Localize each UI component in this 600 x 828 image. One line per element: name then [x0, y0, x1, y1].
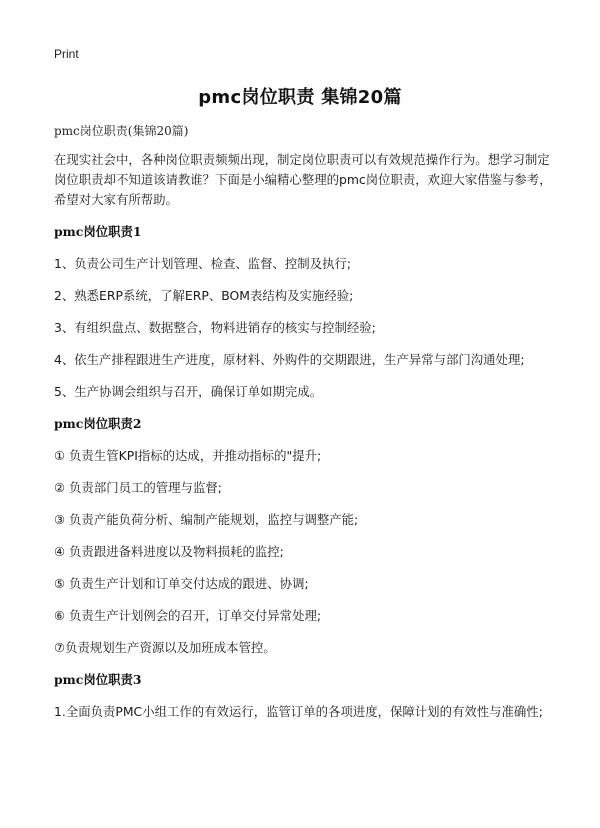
list-item: 3、有组织盘点、数据整合，物料进销存的核实与控制经验;: [54, 320, 376, 335]
intro-paragraph: 在现实社会中，各种岗位职责频频出现，制定岗位职责可以有效规范操作行为。想学习制定岗位职责却不知道该请教谁？下面是小编精心整理的pmc岗位职责，欢迎大家借鉴与参考，希望对大家有所帮助。: [54, 152, 552, 207]
list-item: 5、生产协调会组织与召开，确保订单如期完成。: [54, 384, 323, 399]
list-item: 4、依生产排程跟进生产进度，原材料、外购件的交期跟进，生产异常与部门沟通处理;: [54, 352, 525, 367]
list-item: ② 负责部门员工的管理与监督;: [54, 480, 222, 495]
list-item: ③ 负责产能负荷分析、编制产能规划，监控与调整产能;: [54, 512, 359, 527]
list-item: ④ 负责跟进备料进度以及物料损耗的监控;: [54, 544, 284, 559]
list-item: 1.全面负责PMC小组工作的有效运行，监管订单的各项进度，保障计划的有效性与准确性;: [54, 704, 543, 719]
section-1: [54, 222, 554, 402]
document-subtitle: pmc岗位职责(集锦20篇): [54, 124, 189, 138]
print-label: Print: [54, 47, 79, 61]
list-item: ⑦负责规划生产资源以及加班成本管控。: [54, 640, 276, 655]
section-2: [54, 414, 554, 658]
section-heading: pmc岗位职责3: [54, 672, 142, 687]
section-heading: pmc岗位职责1: [54, 224, 142, 239]
document-title: pmc岗位职责 集锦20篇: [198, 87, 402, 108]
list-item: ⑤ 负责生产计划和订单交付达成的跟进、协调;: [54, 576, 309, 591]
document-body: [54, 150, 554, 734]
list-item: ⑥ 负责生产计划例会的召开，订单交付异常处理;: [54, 608, 322, 623]
section-heading: pmc岗位职责2: [54, 416, 142, 431]
section-3: [54, 670, 554, 722]
list-item: 2、熟悉ERP系统，了解ERP、BOM表结构及实施经验;: [54, 288, 354, 303]
list-item: 1、负责公司生产计划管理、检查、监督、控制及执行;: [54, 256, 352, 271]
list-item: ① 负责生管KPI指标的达成，并推动指标的"提升;: [54, 448, 322, 463]
